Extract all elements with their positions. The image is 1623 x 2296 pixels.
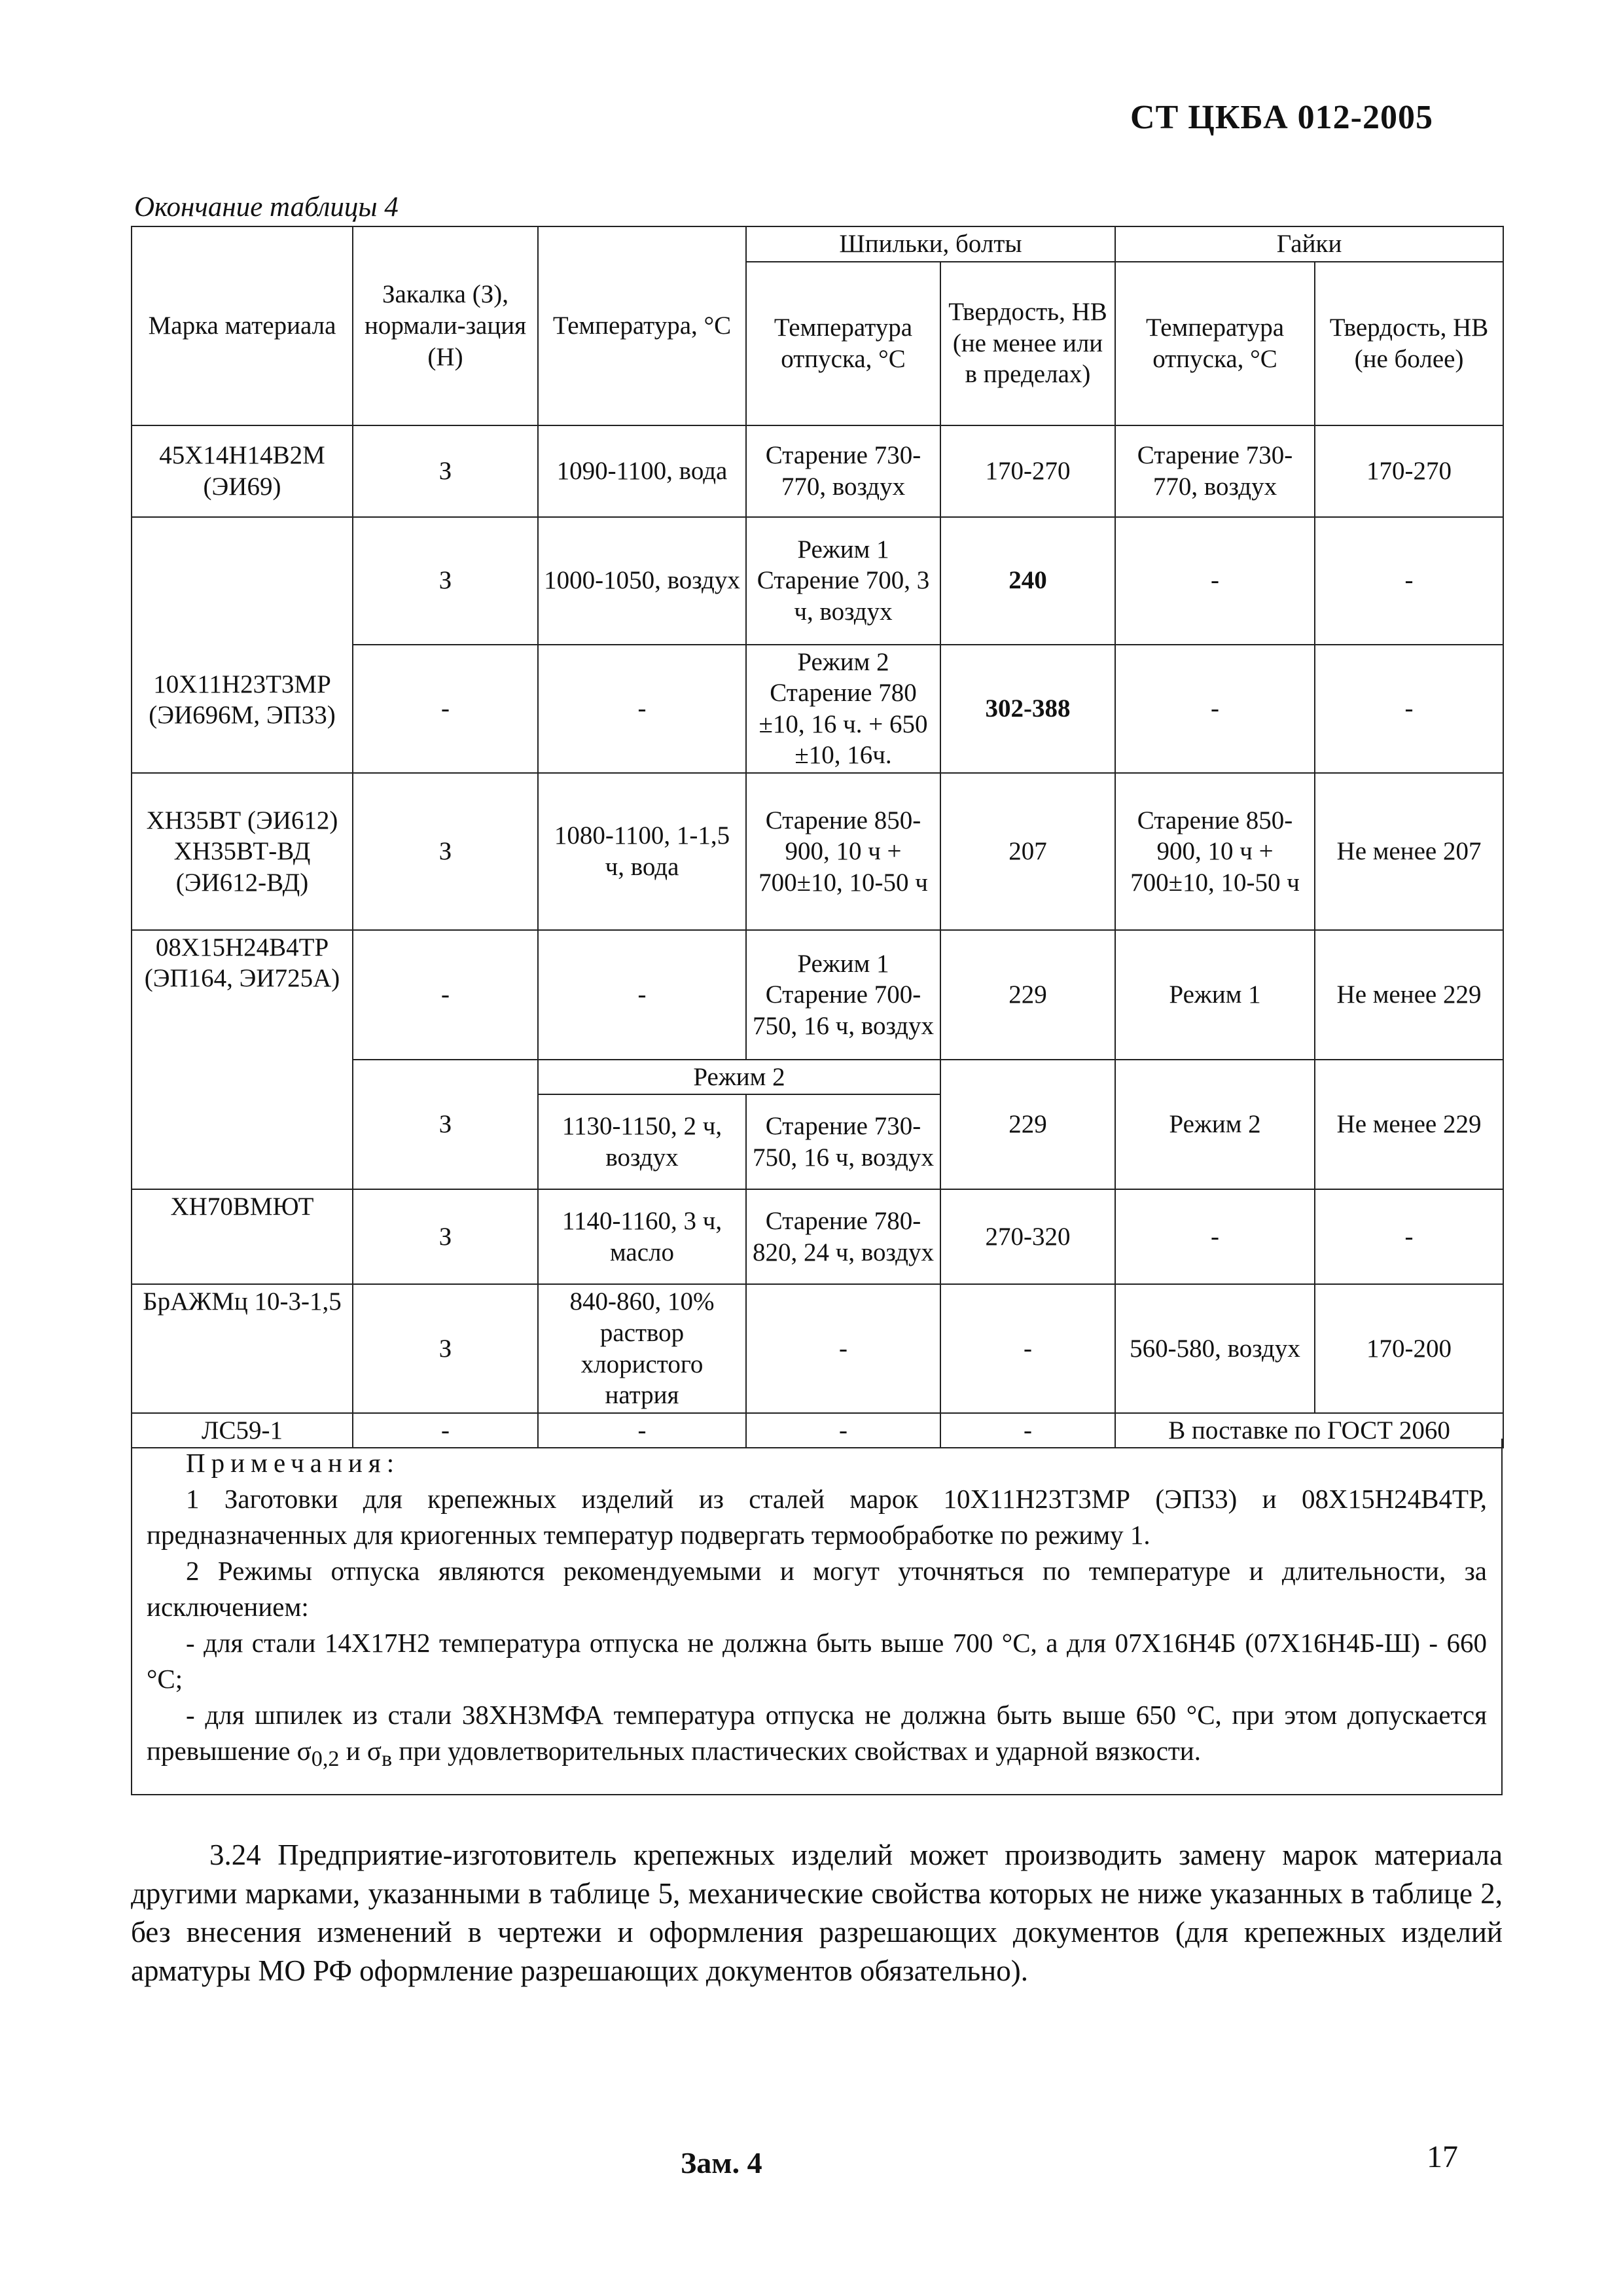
cell-studs-hardness: - — [940, 1284, 1115, 1412]
cell-hardening: З — [353, 1189, 538, 1284]
cell-nuts-hardness: Не менее 207 — [1315, 773, 1503, 930]
cell-studs-hardness: 270-320 — [940, 1189, 1115, 1284]
cell-temperature: 1090-1100, вода — [538, 425, 746, 517]
cell-studs-hardness: 207 — [940, 773, 1115, 930]
cell-studs-hardness: 240 — [940, 517, 1115, 645]
cell-temperature: - — [538, 930, 746, 1060]
cell-material: 45Х14Н14В2М (ЭИ69) — [132, 425, 353, 517]
cell-nuts-temp: - — [1115, 1189, 1315, 1284]
table-row — [132, 1189, 1503, 1284]
cell-temperature: 1130-1150, 2 ч, воздух — [538, 1094, 746, 1189]
note-2b-end: при удовлетворительных пластических свойствах и ударной вязкости. — [392, 1735, 1201, 1766]
cell-studs-temp: Режим 2 Старение 780 ±10, 16 ч. + 650 ±10, 16ч. — [746, 645, 940, 773]
cell-nuts-temp: Старение 730-770, воздух — [1115, 425, 1315, 517]
cell-hardening: З — [353, 517, 538, 645]
cell-temperature: - — [538, 645, 746, 773]
cell-studs-temp: Старение 730-750, 16 ч, воздух — [746, 1094, 940, 1189]
cell-nuts-temp: - — [1115, 517, 1315, 645]
cell-nuts-hardness: 170-270 — [1315, 425, 1503, 517]
cell-hardening: З — [353, 1284, 538, 1412]
cell-studs-hardness: - — [940, 1413, 1115, 1448]
note-2b-start: - для шпилек из стали 38ХН3МФА температура отпуска не должна быть выше 650 °С, при этом допускается превышение — [147, 1699, 1487, 1766]
table-row — [132, 1284, 1503, 1412]
cell-nuts-temp: Старение 850-900, 10 ч + 700±10, 10-50 ч — [1115, 773, 1315, 930]
header-nuts-temp: Температура отпуска, °С — [1115, 262, 1315, 425]
cell-studs-temp: Старение 850-900, 10 ч + 700±10, 10-50 ч — [746, 773, 940, 930]
sigma-subscript-02: 0,2 — [311, 1746, 340, 1771]
cell-studs-temp: - — [746, 1413, 940, 1448]
cell-studs-temp: Старение 780-820, 24 ч, воздух — [746, 1189, 940, 1284]
cell-studs-temp: Режим 1 Старение 700-750, 16 ч, воздух — [746, 930, 940, 1060]
cell-nuts-hardness: Не менее 229 — [1315, 930, 1503, 1060]
header-material: Марка материала — [132, 226, 353, 425]
page-number: 17 — [1427, 2140, 1458, 2174]
table-row — [132, 930, 1503, 1060]
header-studs-group: Шпильки, болты — [746, 226, 1115, 262]
cell-studs-hardness: 302-388 — [940, 645, 1115, 773]
cell-nuts-hardness: Не менее 229 — [1315, 1060, 1503, 1190]
cell-nuts-hardness: 170-200 — [1315, 1284, 1503, 1412]
header-studs-temp: Температура отпуска, °С — [746, 262, 940, 425]
cell-temperature: 1140-1160, 3 ч, масло — [538, 1189, 746, 1284]
cell-hardening: - — [353, 645, 538, 773]
cell-studs-hardness: 229 — [940, 930, 1115, 1060]
cell-material: ХН35ВТ (ЭИ612) ХН35ВТ-ВД (ЭИ612-ВД) — [132, 773, 353, 930]
note-2: 2 Режимы отпуска являются рекомендуемыми и могут уточняться по температуре и длительности, за исключением: — [147, 1555, 1487, 1622]
cell-nuts-temp: Режим 1 — [1115, 930, 1315, 1060]
table-row — [132, 517, 1503, 645]
notes-title: Примечания: — [186, 1448, 401, 1478]
cell-temperature: 1080-1100, 1-1,5 ч, вода — [538, 773, 746, 930]
cell-material: ЛС59-1 — [132, 1413, 353, 1448]
table-caption: Окончание таблицы 4 — [134, 192, 399, 223]
table-row — [132, 425, 1503, 517]
note-1: 1 Заготовки для крепежных изделий из сталей марок 10Х11Н23Т3МР (ЭП33) и 08Х15Н24В4ТР, предназначенных для криогенных температур подвергать термообработке по режиму 1. — [147, 1483, 1487, 1550]
cell-studs-temp: - — [746, 1284, 940, 1412]
cell-studs-hardness: 229 — [940, 1060, 1115, 1190]
cell-nuts-temp: - — [1115, 645, 1315, 773]
cell-nuts-temp: Режим 2 — [1115, 1060, 1315, 1190]
cell-temperature: 840-860, 10% раствор хлористого натрия — [538, 1284, 746, 1412]
sigma-symbol: σ — [366, 1735, 382, 1766]
sigma-symbol: σ — [296, 1735, 312, 1766]
conjunction: и — [339, 1735, 367, 1766]
document-code: СТ ЦКБА 012-2005 — [1130, 99, 1433, 136]
cell-hardening: З — [353, 425, 538, 517]
cell-studs-temp: Режим 1 Старение 700, 3 ч, воздух — [746, 517, 940, 645]
cell-hardening: - — [353, 930, 538, 1060]
cell-nuts-hardness: - — [1315, 645, 1503, 773]
sigma-subscript-v: в — [382, 1746, 393, 1771]
cell-mode: Режим 2 — [538, 1060, 940, 1095]
amendment-label: Зам. 4 — [681, 2146, 762, 2179]
cell-temperature: 1000-1050, воздух — [538, 517, 746, 645]
note-2a: - для стали 14Х17Н2 температура отпуска не должна быть выше 700 °С, а для 07Х16Н4Б (07Х16Н4Б-Ш) - 660 °С; — [147, 1627, 1487, 1694]
table-row — [132, 773, 1503, 930]
paragraph-3-24: 3.24 Предприятие-изготовитель крепежных изделий может производить замену марок материала другими марками, указанными в таблице 5, механические свойства которых не ниже указанных в таблице 2, без внесения изменений в чертежи и оформления разрешающих документов (для крепежных изделий арматуры МО РФ оформление разрешающих документов обязательно). — [131, 1839, 1503, 1987]
cell-material: БрАЖМц 10-3-1,5 — [132, 1284, 353, 1412]
cell-material: ХН70ВМЮТ — [132, 1189, 353, 1284]
cell-hardening: З — [353, 1060, 538, 1190]
cell-studs-temp: Старение 730-770, воздух — [746, 425, 940, 517]
cell-material: 08Х15Н24В4ТР (ЭП164, ЭИ725А) — [132, 930, 353, 1190]
header-nuts-group: Гайки — [1115, 226, 1503, 262]
cell-nuts-temp: 560-580, воздух — [1115, 1284, 1315, 1412]
cell-nuts-hardness: - — [1315, 517, 1503, 645]
cell-hardening: - — [353, 1413, 538, 1448]
cell-nuts-hardness: - — [1315, 1189, 1503, 1284]
header-temperature: Температура, °С — [538, 226, 746, 425]
header-hardening: Закалка (З), нормали-зация (Н) — [353, 226, 538, 425]
cell-temperature: - — [538, 1413, 746, 1448]
header-studs-hardness: Твердость, НВ (не менее или в пределах) — [940, 262, 1115, 425]
header-nuts-hardness: Твердость, НВ (не более) — [1315, 262, 1503, 425]
note-2b — [147, 1697, 1487, 1774]
cell-studs-hardness: 170-270 — [940, 425, 1115, 517]
cell-hardening: З — [353, 773, 538, 930]
table-notes — [131, 1439, 1503, 1795]
cell-nuts-supply: В поставке по ГОСТ 2060 — [1115, 1413, 1503, 1448]
cell-material: 10Х11Н23Т3МР (ЭИ696М, ЭП33) — [132, 517, 353, 773]
table-4 — [131, 226, 1504, 1448]
